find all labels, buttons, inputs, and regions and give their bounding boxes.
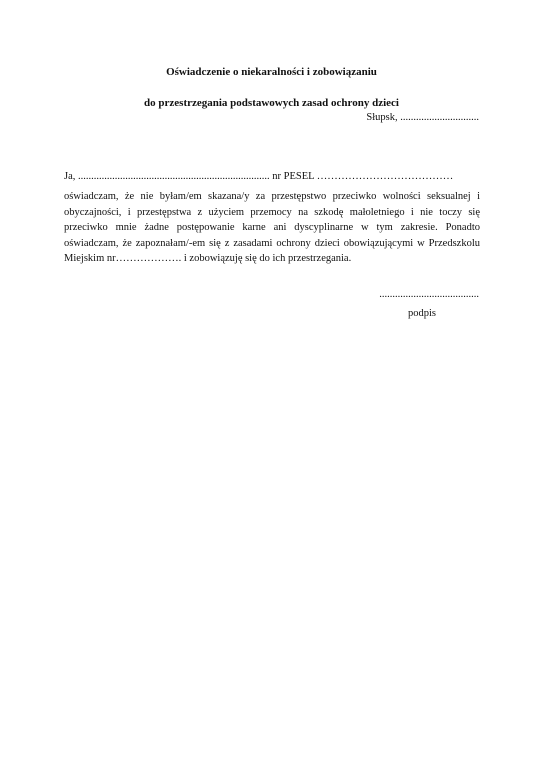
declarant-name-pesel-line: Ja, ......................................................................... nr PESEL ………………………………… [64, 171, 454, 182]
document-title-line-1: Oświadczenie o niekaralności i zobowiązaniu [166, 66, 377, 78]
place-date-field: Słupsk, .............................. [366, 112, 479, 123]
signature-line: ...................................... [379, 289, 479, 300]
signature-label: podpis [408, 308, 437, 319]
document-title-line-2: do przestrzegania podstawowych zasad ochrony dzieci [144, 97, 399, 109]
declaration-body-text: oświadczam, że nie byłam/em skazana/y za przestępstwo przeciwko wolności seksualnej i obyczajności, i przestępstwa z użyciem przemocy na szkodę małoletniego i nie toczy się przeciwko mnie żadne postępowanie karne ani dyscyplinarne w tym zakresie. Ponadto oświadczam, że zapoznałam/-em się z zasadami ochrony dzieci obowiązującymi w Przedszkolu Miejskim nr………………. i zobowiązuję się do ich przestrzegania. [64, 191, 480, 264]
